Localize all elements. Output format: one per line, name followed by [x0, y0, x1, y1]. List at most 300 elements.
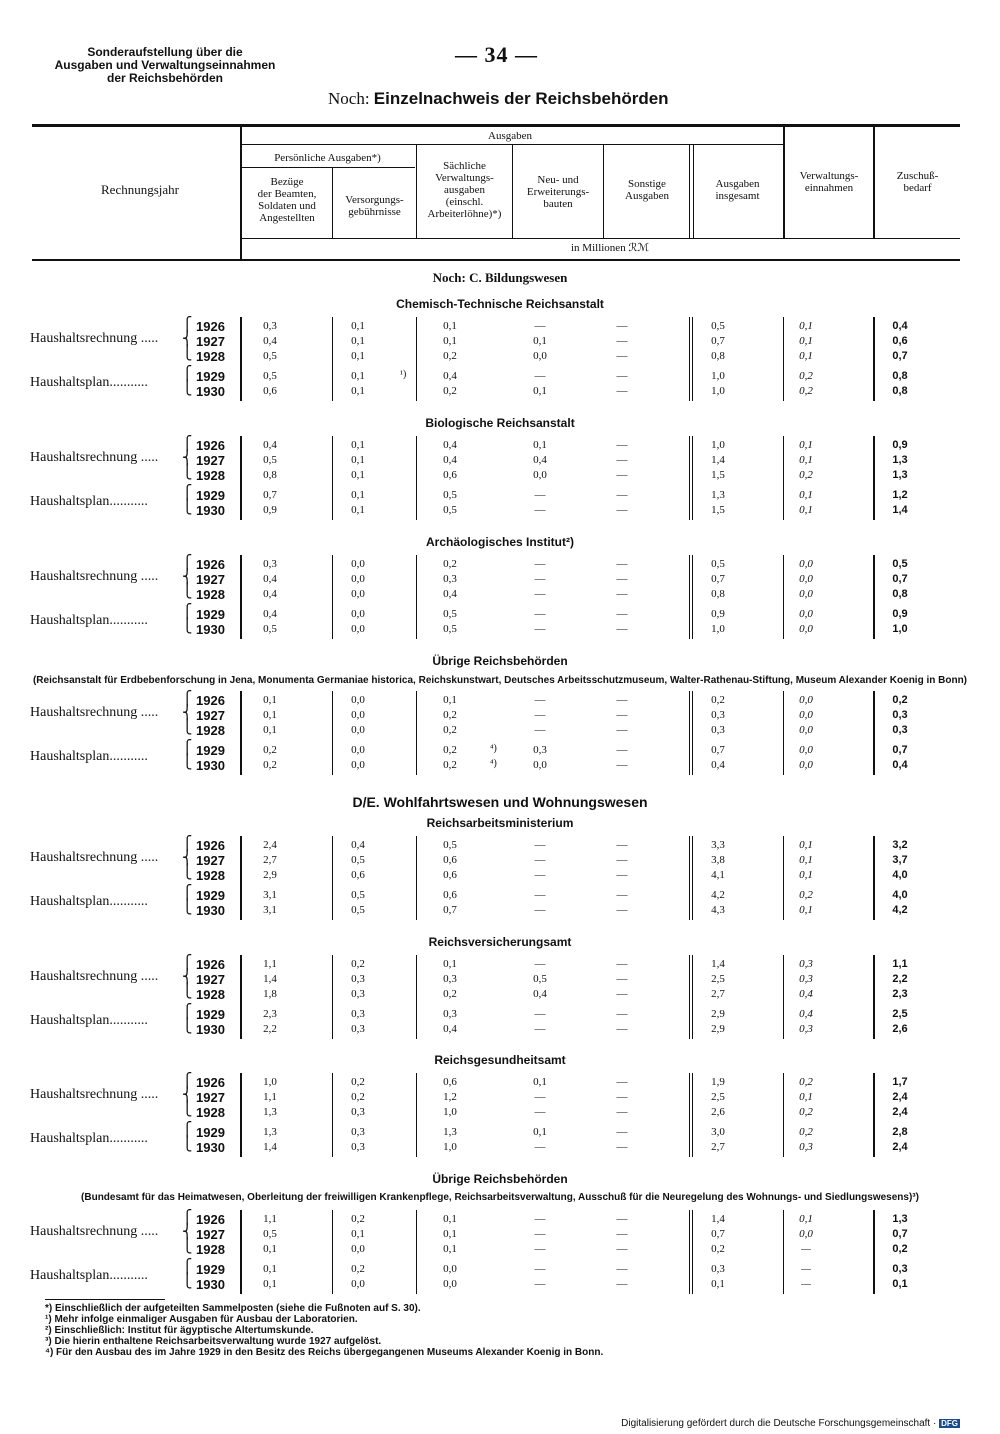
header-line: (einschl.: [445, 196, 484, 208]
cell-bezuege: 1,8: [263, 988, 277, 1000]
row-year: 1929: [196, 1262, 225, 1277]
cell-einnahmen: 0,1: [799, 839, 813, 851]
cell-saechliche: 1,0: [443, 1141, 457, 1153]
cell-neubauten: —: [534, 1278, 546, 1290]
cell-einnahmen: 0,0: [799, 558, 813, 570]
section-subtitle: (Bundesamt für das Heimatwesen, Oberleitung der freiwilligen Krankenpflege, Reichsarbeitsverwaltung, Ausschuß für die Neuregelung des Wohnungs- und Siedlungswesens)³): [81, 1192, 919, 1203]
cell-saechliche: 0,6: [443, 854, 457, 866]
brace-icon: ⎨: [182, 706, 193, 721]
cell-sonstige: —: [616, 608, 628, 620]
cell-sonstige: —: [616, 973, 628, 985]
cell-insgesamt: 0,7: [711, 573, 725, 585]
page-title: [328, 89, 669, 109]
cell-zuschuss: 0,7: [892, 350, 908, 362]
header-neubauten: [513, 174, 603, 210]
cell-insgesamt: 3,3: [711, 839, 725, 851]
row-year: 1929: [196, 607, 225, 622]
cell-versorgung: 0,1: [351, 489, 365, 501]
cell-neubauten: —: [534, 709, 546, 721]
header-line: Sächliche: [443, 160, 486, 172]
row-year: 1927: [196, 1227, 225, 1242]
row-group-label: Haushaltsplan...........: [30, 749, 148, 764]
cell-bezuege: 3,1: [263, 889, 277, 901]
header-line: insgesamt: [715, 190, 760, 202]
cell-zuschuss: 2,8: [892, 1126, 908, 1138]
cell-zuschuss: 3,7: [892, 854, 908, 866]
cell-bezuege: 2,9: [263, 869, 277, 881]
cell-einnahmen: —: [801, 1278, 811, 1290]
cell-bezuege: 0,1: [263, 724, 277, 736]
cell-bezuege: 0,1: [263, 1243, 277, 1255]
cell-versorgung: 0,3: [351, 1141, 365, 1153]
cell-saechliche: 0,5: [443, 839, 457, 851]
brace-icon: ⎧: [182, 1260, 193, 1275]
cell-bezuege: 1,1: [263, 958, 277, 970]
row-year: 1929: [196, 369, 225, 384]
cell-einnahmen: 0,0: [799, 759, 813, 771]
brace-icon: ⎨: [182, 970, 193, 985]
cell-zuschuss: 0,7: [892, 573, 908, 585]
header-line: Verwaltungs-: [799, 170, 859, 182]
cell-sonstige: —: [616, 1023, 628, 1035]
row-group-label: Haushaltsrechnung .....: [30, 331, 159, 346]
cell-saechliche: 0,3: [443, 573, 457, 585]
cell-insgesamt: 2,7: [711, 1141, 725, 1153]
cell-versorgung: 0,0: [351, 709, 365, 721]
cell-sonstige: —: [616, 724, 628, 736]
section-title: Archäologisches Institut²): [425, 535, 574, 549]
row-year: 1930: [196, 1140, 225, 1155]
cell-versorgung: 0,2: [351, 1091, 365, 1103]
row-year: 1927: [196, 972, 225, 987]
brace-icon: ⎧: [182, 1005, 193, 1020]
brace-icon: ⎩: [182, 1019, 193, 1034]
cell-insgesamt: 1,9: [711, 1076, 725, 1088]
cell-insgesamt: 0,8: [711, 350, 725, 362]
brace-icon: ⎨: [182, 1088, 193, 1103]
cell-einnahmen: 0,4: [799, 1008, 813, 1020]
cell-bezuege: 0,1: [263, 709, 277, 721]
row-year: 1930: [196, 384, 225, 399]
cell-neubauten: —: [534, 694, 546, 706]
row-year: 1928: [196, 868, 225, 883]
cell-insgesamt: 0,9: [711, 608, 725, 620]
cell-bezuege: 2,7: [263, 854, 277, 866]
cell-neubauten: —: [534, 623, 546, 635]
brace-icon: ⎩: [182, 1239, 193, 1254]
cell-neubauten: 0,0: [533, 759, 547, 771]
cell-insgesamt: 0,1: [711, 1278, 725, 1290]
header-zuschuss: [875, 170, 960, 194]
cell-zuschuss: 0,8: [892, 385, 908, 397]
persoenliche-rule: [240, 167, 415, 168]
row-group-label: Haushaltsrechnung .....: [30, 969, 159, 984]
cell-saechliche: 0,2: [443, 744, 457, 756]
cell-versorgung: 0,1: [351, 385, 365, 397]
cell-bezuege: 1,0: [263, 1076, 277, 1088]
row-year: 1929: [196, 1007, 225, 1022]
section-heading: Noch: C. Bildungswesen: [432, 270, 568, 285]
cell-einnahmen: 0,1: [799, 1091, 813, 1103]
section-title: Reichsversicherungsamt: [428, 935, 572, 949]
cell-insgesamt: 0,3: [711, 724, 725, 736]
section-subtitle: (Reichsanstalt für Erdbebenforschung in Jena, Monumenta Germaniae historica, Reichskunstwart, Deutsches Arbeitsschutzmuseum, Walter-Rathenau-Stiftung, Museum Alexander Koenig in Bonn): [32, 675, 968, 686]
cell-saechliche: 0,1: [443, 320, 457, 332]
cell-versorgung: 0,6: [351, 869, 365, 881]
row-year: 1927: [196, 853, 225, 868]
cell-insgesamt: 0,7: [711, 744, 725, 756]
cell-neubauten: —: [534, 869, 546, 881]
cell-einnahmen: 0,0: [799, 709, 813, 721]
cell-sonstige: —: [616, 709, 628, 721]
cell-zuschuss: 4,0: [892, 889, 908, 901]
cell-insgesamt: 1,3: [711, 489, 725, 501]
cell-neubauten: —: [534, 1213, 546, 1225]
cell-neubauten: —: [534, 1263, 546, 1275]
cell-bezuege: 0,5: [263, 1228, 277, 1240]
cell-versorgung: 0,2: [351, 1213, 365, 1225]
cell-saechliche: 0,6: [443, 869, 457, 881]
top-left-line: der Reichsbehörden: [106, 71, 224, 85]
brace-icon: ⎧: [182, 556, 193, 571]
cell-insgesamt: 1,4: [711, 454, 725, 466]
cell-zuschuss: 1,3: [892, 469, 908, 481]
header-line: der Beamten,: [257, 188, 317, 200]
cell-versorgung: 0,0: [351, 558, 365, 570]
cell-zuschuss: 0,7: [892, 1228, 908, 1240]
cell-sonstige: —: [616, 1008, 628, 1020]
row-group-label: Haushaltsplan...........: [30, 1268, 148, 1283]
cell-insgesamt: 2,5: [711, 1091, 725, 1103]
row-year: 1928: [196, 987, 225, 1002]
row-year: 1929: [196, 888, 225, 903]
cell-bezuege: 0,2: [263, 759, 277, 771]
cell-zuschuss: 0,6: [892, 335, 908, 347]
cell-versorgung: 0,2: [351, 1076, 365, 1088]
header-line: einnahmen: [804, 182, 854, 194]
row-year: 1928: [196, 1105, 225, 1120]
cell-einnahmen: 0,2: [799, 889, 813, 901]
cell-saechliche: 0,2: [443, 759, 457, 771]
cell-bezuege: 0,5: [263, 350, 277, 362]
col-divider: [240, 1210, 242, 1294]
header-line: gebührnisse: [348, 206, 401, 218]
cell-sonstige: —: [616, 1243, 628, 1255]
cell-neubauten: —: [534, 854, 546, 866]
cell-zuschuss: 1,1: [892, 958, 908, 970]
cell-zuschuss: 2,5: [892, 1008, 908, 1020]
brace-icon: ⎩: [182, 865, 193, 880]
cell-insgesamt: 1,0: [711, 370, 725, 382]
row-year: 1930: [196, 758, 225, 773]
cell-zuschuss: 0,3: [892, 724, 908, 736]
cell-bezuege: 1,3: [263, 1106, 277, 1118]
row-year: 1930: [196, 503, 225, 518]
cell-saechliche: 0,1: [443, 1213, 457, 1225]
cell-neubauten: —: [534, 1106, 546, 1118]
cell-einnahmen: 0,2: [799, 1126, 813, 1138]
row-group-label: Haushaltsrechnung .....: [30, 450, 159, 465]
cell-zuschuss: 2,6: [892, 1023, 908, 1035]
cell-neubauten: —: [534, 1008, 546, 1020]
row-year: 1926: [196, 1212, 225, 1227]
cell-saechliche: 0,6: [443, 469, 457, 481]
cell-neubauten: 0,1: [533, 1076, 547, 1088]
cell-einnahmen: 0,1: [799, 904, 813, 916]
cell-sonstige: —: [616, 573, 628, 585]
cell-saechliche: 0,5: [443, 489, 457, 501]
cell-saechliche: 0,4: [443, 454, 457, 466]
cell-sonstige: —: [616, 1141, 628, 1153]
cell-sonstige: —: [616, 558, 628, 570]
cell-einnahmen: 0,3: [799, 1023, 813, 1035]
section-title: Übrige Reichsbehörden: [432, 1172, 568, 1186]
cell-insgesamt: 0,8: [711, 588, 725, 600]
brace-icon: ⎧: [182, 605, 193, 620]
cell-neubauten: 0,5: [533, 973, 547, 985]
cell-bezuege: 1,4: [263, 1141, 277, 1153]
section-title: Chemisch-Technische Reichsanstalt: [396, 297, 604, 311]
cell-versorgung: 0,1: [351, 335, 365, 347]
brace-icon: ⎧: [182, 318, 193, 333]
brace-icon: ⎩: [182, 346, 193, 361]
cell-einnahmen: 0,3: [799, 1141, 813, 1153]
cell-neubauten: 0,0: [533, 469, 547, 481]
brace-icon: ⎧: [182, 837, 193, 852]
col-divider: [416, 555, 417, 639]
cell-einnahmen: 0,2: [799, 385, 813, 397]
cell-versorgung: 0,3: [351, 1008, 365, 1020]
row-year: 1927: [196, 334, 225, 349]
cell-versorgung: 0,0: [351, 608, 365, 620]
cell-insgesamt: 3,8: [711, 854, 725, 866]
section-title: Biologische Reichsanstalt: [425, 416, 575, 430]
cell-einnahmen: 0,0: [799, 573, 813, 585]
cell-versorgung: 0,1: [351, 320, 365, 332]
col-divider: [689, 691, 690, 775]
cell-insgesamt: 0,5: [711, 558, 725, 570]
cell-einnahmen: 0,1: [799, 350, 813, 362]
brace-icon: ⎩: [182, 1274, 193, 1289]
cell-insgesamt: 2,7: [711, 988, 725, 1000]
cell-saechliche: 0,0: [443, 1263, 457, 1275]
col-divider: [416, 1210, 417, 1294]
cell-saechliche: 0,5: [443, 504, 457, 516]
header-line: ausgaben: [444, 184, 485, 196]
credit-text: Digitalisierung gefördert durch die Deutsche Forschungsgemeinschaft ·: [621, 1418, 937, 1429]
cell-versorgung: 0,2: [351, 958, 365, 970]
row-group-label: Haushaltsrechnung .....: [30, 569, 159, 584]
cell-versorgung: 0,1: [351, 439, 365, 451]
cell-zuschuss: 2,2: [892, 973, 908, 985]
row-group-label: Haushaltsrechnung .....: [30, 1087, 159, 1102]
row-group-label: Haushaltsplan...........: [30, 375, 148, 390]
row-group-label: Haushaltsplan...........: [30, 494, 148, 509]
cell-bezuege: 0,5: [263, 370, 277, 382]
footnote-marker: ⁴): [490, 743, 497, 754]
cell-zuschuss: 4,0: [892, 869, 908, 881]
cell-zuschuss: 4,2: [892, 904, 908, 916]
header-ausgaben: Ausgaben: [488, 130, 532, 142]
row-year: 1929: [196, 1125, 225, 1140]
cell-bezuege: 1,3: [263, 1126, 277, 1138]
cell-insgesamt: 1,0: [711, 439, 725, 451]
col-divider: [416, 1073, 417, 1157]
header-line: Verwaltungs-: [435, 172, 494, 184]
cell-versorgung: 0,0: [351, 694, 365, 706]
cell-bezuege: 1,1: [263, 1213, 277, 1225]
brace-icon: ⎧: [182, 1123, 193, 1138]
cell-versorgung: 0,3: [351, 973, 365, 985]
cell-bezuege: 1,1: [263, 1091, 277, 1103]
col-divider: [416, 955, 417, 1039]
row-year: 1929: [196, 743, 225, 758]
cell-zuschuss: 1,3: [892, 1213, 908, 1225]
cell-zuschuss: 3,2: [892, 839, 908, 851]
cell-insgesamt: 3,0: [711, 1126, 725, 1138]
cell-neubauten: —: [534, 558, 546, 570]
footnotes: [45, 1303, 603, 1358]
cell-sonstige: —: [616, 1076, 628, 1088]
row-group-label: Haushaltsplan...........: [30, 1131, 148, 1146]
cell-einnahmen: 0,0: [799, 724, 813, 736]
brace-icon: ⎩: [182, 755, 193, 770]
header-saechliche: [417, 160, 512, 220]
cell-insgesamt: 2,9: [711, 1008, 725, 1020]
cell-versorgung: 0,3: [351, 1023, 365, 1035]
col-divider: [689, 555, 690, 639]
header-line: Versorgungs-: [345, 194, 404, 206]
footnote: ³) Die hierin enthaltene Reichsarbeitsverwaltung wurde 1927 aufgelöst.: [45, 1336, 382, 1347]
cell-bezuege: 0,9: [263, 504, 277, 516]
cell-bezuege: 0,3: [263, 558, 277, 570]
cell-neubauten: —: [534, 839, 546, 851]
cell-einnahmen: 0,1: [799, 854, 813, 866]
cell-saechliche: 1,2: [443, 1091, 457, 1103]
cell-insgesamt: 4,2: [711, 889, 725, 901]
section-title: Reichsgesundheitsamt: [434, 1053, 566, 1067]
cell-insgesamt: 1,5: [711, 504, 725, 516]
brace-icon: ⎩: [182, 984, 193, 999]
cell-zuschuss: 2,4: [892, 1141, 908, 1153]
cell-einnahmen: 0,1: [799, 869, 813, 881]
cell-versorgung: 0,3: [351, 988, 365, 1000]
cell-versorgung: 0,4: [351, 839, 365, 851]
cell-zuschuss: 0,3: [892, 1263, 908, 1275]
cell-insgesamt: 1,0: [711, 385, 725, 397]
table-top-rule: [32, 124, 960, 127]
cell-saechliche: 0,2: [443, 350, 457, 362]
cell-bezuege: 0,3: [263, 320, 277, 332]
row-year: 1926: [196, 693, 225, 708]
cell-insgesamt: 0,7: [711, 335, 725, 347]
brace-icon: ⎧: [182, 367, 193, 382]
brace-icon: ⎧: [182, 1211, 193, 1226]
cell-saechliche: 0,2: [443, 724, 457, 736]
cell-bezuege: 0,6: [263, 385, 277, 397]
cell-einnahmen: 0,2: [799, 370, 813, 382]
cell-versorgung: 0,1: [351, 370, 365, 382]
cell-saechliche: 0,1: [443, 958, 457, 970]
header-sonstige: [604, 178, 690, 202]
brace-icon: ⎩: [182, 1102, 193, 1117]
header-rechnungsjahr: Rechnungsjahr: [101, 182, 179, 197]
cell-einnahmen: 0,4: [799, 988, 813, 1000]
cell-zuschuss: 0,2: [892, 694, 908, 706]
cell-versorgung: 0,0: [351, 744, 365, 756]
cell-saechliche: 0,0: [443, 1278, 457, 1290]
cell-einnahmen: 0,1: [799, 1213, 813, 1225]
footnote-marker: ⁴): [490, 758, 497, 769]
col-divider: [416, 436, 417, 520]
cell-insgesamt: 1,4: [711, 958, 725, 970]
cell-insgesamt: 0,2: [711, 1243, 725, 1255]
row-year: 1930: [196, 1277, 225, 1292]
cell-neubauten: —: [534, 958, 546, 970]
col-divider: [240, 555, 242, 639]
cell-sonstige: —: [616, 454, 628, 466]
cell-bezuege: 0,1: [263, 1278, 277, 1290]
cell-versorgung: 0,1: [351, 1228, 365, 1240]
cell-sonstige: —: [616, 869, 628, 881]
row-year: 1930: [196, 903, 225, 918]
cell-einnahmen: 0,2: [799, 1076, 813, 1088]
col-divider: [240, 1073, 242, 1157]
cell-zuschuss: 1,4: [892, 504, 908, 516]
cell-saechliche: 0,1: [443, 1243, 457, 1255]
cell-neubauten: —: [534, 608, 546, 620]
header-line: Soldaten und: [258, 200, 316, 212]
cell-bezuege: 0,2: [263, 744, 277, 756]
cell-einnahmen: 0,1: [799, 489, 813, 501]
cell-einnahmen: 0,0: [799, 623, 813, 635]
col-divider: [689, 317, 690, 401]
col-divider: [689, 955, 690, 1039]
header-line: Neu- und: [537, 174, 579, 186]
header-einnahmen: [785, 170, 873, 194]
footnote-rule: [45, 1299, 165, 1300]
row-group-label: Haushaltsrechnung .....: [30, 850, 159, 865]
brace-icon: ⎩: [182, 1137, 193, 1152]
cell-zuschuss: 0,8: [892, 370, 908, 382]
header-versorgung: [333, 194, 416, 218]
cell-saechliche: 0,3: [443, 1008, 457, 1020]
cell-zuschuss: 1,2: [892, 489, 908, 501]
cell-bezuege: 0,4: [263, 439, 277, 451]
cell-zuschuss: 0,4: [892, 759, 908, 771]
footnote: ²) Einschließlich: Institut für ägyptische Altertumskunde.: [45, 1325, 314, 1336]
col-divider: [416, 836, 417, 920]
cell-zuschuss: 2,4: [892, 1106, 908, 1118]
cell-einnahmen: 0,3: [799, 973, 813, 985]
header-line: bedarf: [903, 182, 932, 194]
cell-versorgung: 0,5: [351, 889, 365, 901]
cell-sonstige: —: [616, 988, 628, 1000]
col-divider: [416, 317, 417, 401]
row-year: 1926: [196, 319, 225, 334]
top-left-line: Sonderaufstellung über die: [87, 45, 243, 59]
header-line: Sonstige: [628, 178, 666, 190]
cell-zuschuss: 1,7: [892, 1076, 908, 1088]
brace-icon: ⎩: [182, 720, 193, 735]
row-year: 1927: [196, 453, 225, 468]
cell-versorgung: 0,3: [351, 1106, 365, 1118]
row-year: 1927: [196, 572, 225, 587]
cell-zuschuss: 0,1: [892, 1278, 908, 1290]
brace-icon: ⎧: [182, 486, 193, 501]
brace-icon: ⎩: [182, 465, 193, 480]
cell-einnahmen: 0,1: [799, 335, 813, 347]
